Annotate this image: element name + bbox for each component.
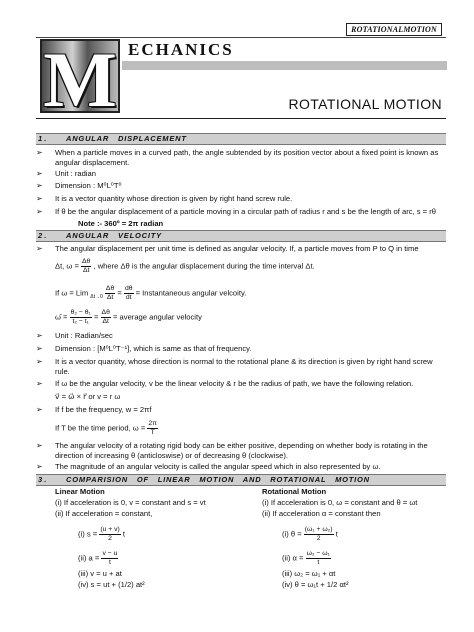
limit-subscript: Δt→0 [90,294,103,301]
paragraph: The angular displacement per unit time is defined as angular velocity. If, a particle moves from P to Q in time [55,244,419,253]
formula-text: t [122,529,126,539]
formula-text: = Instantaneous angular velcoity. [135,288,247,298]
formula-text: , where Δθ is the angular displacement during the time interval Δt. [93,261,315,271]
page-title: ROTATIONAL MOTION [288,96,442,112]
logo-bar [122,61,447,70]
fraction [81,258,91,275]
rotational-eq-1 [282,526,338,543]
paragraph: If θ be the angular displacement of a particle moving in a circular path of radius r and s be the length of arc, s = rθ [55,207,436,216]
note: Note :- 360º = 2π radian [78,219,164,228]
section-label: ANGULAR VELOCITY [66,231,162,240]
linear-motion-heading: Linear Motion [55,487,105,496]
rotational-case-i: (i) If acceleration is 0, ω = constant and θ = ωt [262,498,418,507]
formula-text: = [93,312,99,322]
formula-text: (ii) α = [282,553,304,563]
fraction [147,420,157,437]
section-header-3 [36,474,446,486]
formula-text: = [117,288,122,298]
denominator: 2 [108,535,112,542]
numerator: 2π [148,420,157,427]
bullet-icon: ➢ [36,207,43,216]
instantaneous-omega [55,285,246,302]
paragraph: It is a vector quantity whose direction is given by right hand screw rule. [55,194,293,203]
fraction [101,550,118,567]
formula-text: If ω = Lim [55,288,89,298]
paragraph: If ω be the angular velocity, v be the linear velocity & r be the radius of path, we have the following relation. [55,379,414,388]
bullet-icon: ➢ [36,331,43,340]
section-header-2 [36,230,446,242]
paragraph: It is a vector quantity, whose direction is normal to the rotational plane & its direction is given by right hand screw rule. [55,357,433,376]
numerator: (ω₁ + ω₂) [304,526,333,533]
paragraph: The magnitude of an angular velocity is called the angular speed which in also represented by ω. [55,462,381,471]
rotational-motion-heading: Rotational Motion [262,487,327,496]
numerator: ω₂ − ω₁ [306,550,330,557]
fraction [105,285,115,302]
formula-text: Δt, ω = [55,261,79,271]
numerator: Δθ [101,309,110,316]
denominator: Δt [102,318,109,325]
numerator: θ₂ − θ₁ [70,309,91,316]
bullet-icon: ➢ [36,379,43,388]
formula-text: = average angular velocity [113,312,202,322]
chapter-tag: ROTATIONALMOTION [346,23,442,36]
numerator: v − u [102,550,118,557]
denominator: Δt [106,294,114,301]
denominator: T [150,429,155,436]
bullet-icon: ➢ [36,194,43,203]
bullet-icon: ➢ [36,441,43,450]
section-header-1 [36,133,446,145]
section-label: ANGULAR DISPLACEMENT [66,134,187,143]
paragraph: If f be the frequency, w = 2πf [55,405,152,414]
bullet-icon: ➢ [36,344,43,353]
bullet-icon: ➢ [36,169,43,178]
section-number: 3 . [38,475,47,484]
fraction [306,550,331,567]
paragraph: Unit : radian [55,169,96,178]
paragraph: Unit : Radian/sec [55,331,113,340]
relation-equation: v⃗ = ω⃗ × r⃗ or v = r ω [55,392,121,401]
rotational-eq-2 [282,550,331,567]
section-number: 1 . [38,134,47,143]
rotational-case-ii: (ii) If acceleration α = constant then [262,509,381,518]
paragraph: When a particle moves in a curved path, the angle subtended by its position vector about a fixed point is known as angular displacement. [55,148,439,167]
linear-eq-1 [78,526,125,543]
section-label: COMPARISION OF LINEAR MOTION AND ROTATIONAL MOTION [66,475,370,484]
denominator: Δt [82,267,90,274]
paragraph: Dimension : M⁰L⁰T⁰ [55,181,122,190]
fraction [99,526,120,543]
section-number: 2 . [38,231,47,240]
mechanics-logo-m [40,36,120,123]
bullet-icon: ➢ [36,357,43,366]
bullet-icon: ➢ [36,181,43,190]
fraction [70,309,92,326]
rotational-eq-4: (iv) θ = ω₁t + 1/2 αt² [282,580,349,589]
linear-case-i: (i) If acceleration is 0, v = constant and s = vt [55,498,206,507]
denominator: t₂ − t₁ [72,318,89,325]
formula-text: ω̄ = [55,312,68,322]
fraction [101,309,111,326]
linear-eq-4: (iv) s = ut + (1/2) at² [78,580,145,589]
denominator: dt [125,294,132,301]
linear-eq-3: (iii) v = u + at [78,569,122,578]
formula-text: If T be the time period, ω = [55,423,146,433]
formula-text: t [335,529,338,539]
bullet-icon: ➢ [36,148,43,157]
denominator: 2 [316,535,321,542]
formula-text: (i) θ = [282,529,302,539]
rotational-eq-3: (iii) ω₂ = ω₁ + αt [282,569,336,578]
fraction [304,526,334,543]
bullet-icon: ➢ [36,405,43,414]
average-omega [55,309,202,326]
formula-text: (ii) a = [78,553,100,563]
bullet-icon: ➢ [36,244,43,253]
numerator: Δθ [82,258,91,265]
paragraph: The angular velocity of a rotating rigid body can be either positive, depending on whether body is rotating in the direction of increasing θ (anticloswise) or of decreasing θ (clockwise). [55,441,428,460]
logo-word: ECHANICS [128,40,234,59]
formula-text: (i) s = [78,529,98,539]
linear-case-ii: (ii) If acceleration = constant, [55,509,153,518]
time-period-formula [55,420,158,437]
denominator: t [108,559,111,566]
logo-letter: M [43,36,117,123]
paragraph: Dimension : [M⁰L⁰T⁻¹], which is same as that of frequency. [55,344,252,353]
linear-eq-2 [78,550,118,567]
fraction [124,285,134,302]
numerator: Δθ [105,285,115,292]
numerator: (u + v) [100,526,120,533]
omega-definition [55,258,315,275]
denominator: t [317,559,320,566]
numerator: dθ [124,285,133,292]
bullet-icon: ➢ [36,462,43,471]
title-rule [36,118,446,119]
